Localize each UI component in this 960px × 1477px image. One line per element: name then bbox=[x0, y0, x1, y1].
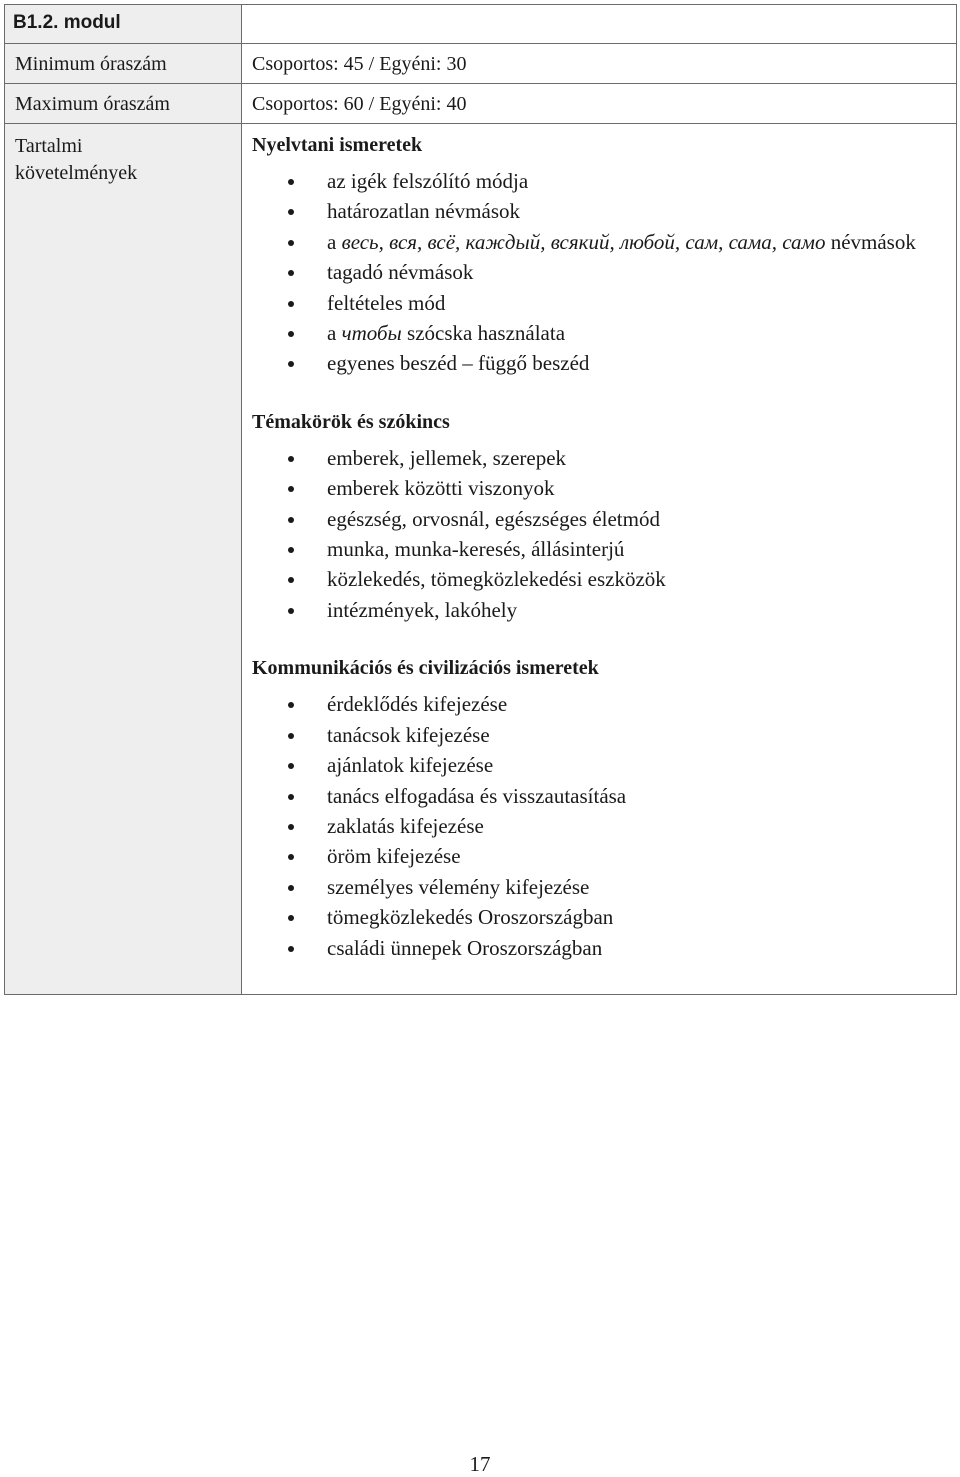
section-gap bbox=[252, 379, 944, 409]
list-item bbox=[252, 872, 944, 902]
list-item bbox=[252, 720, 944, 750]
list-item bbox=[252, 750, 944, 780]
list-item bbox=[252, 473, 944, 503]
bullet-icon bbox=[288, 577, 294, 583]
list-item bbox=[252, 288, 944, 318]
min-hours-label-cell bbox=[5, 44, 242, 84]
section-heading: Kommunikációs és civilizációs ismeretek bbox=[252, 657, 599, 680]
bullet-icon bbox=[288, 794, 294, 800]
bullet-icon bbox=[288, 885, 294, 891]
item-text: feltételes mód bbox=[327, 290, 446, 315]
module-title: B1.2. modul bbox=[13, 12, 121, 33]
item-text: tanács elfogadása és visszautasítása bbox=[327, 783, 627, 808]
item-text: családi ünnepek Oroszországban bbox=[327, 935, 603, 960]
bullet-icon bbox=[288, 240, 294, 246]
content-cell bbox=[242, 124, 957, 995]
content-requirements-label: Tartalmi követelmények bbox=[15, 135, 138, 184]
item-text: névmások bbox=[825, 229, 916, 254]
section-heading: Témakörök és szókincs bbox=[252, 410, 450, 433]
bullet-icon bbox=[288, 331, 294, 337]
bullet-icon bbox=[288, 179, 294, 185]
list-item bbox=[252, 166, 944, 196]
content-label-cell bbox=[5, 124, 242, 995]
list-item bbox=[252, 933, 944, 963]
bullet-icon bbox=[288, 915, 294, 921]
bullet-list bbox=[252, 443, 944, 625]
bullet-icon bbox=[288, 702, 294, 708]
item-text: a bbox=[327, 321, 342, 346]
bullet-list bbox=[252, 166, 944, 379]
max-hours-value-cell bbox=[242, 84, 957, 124]
item-text-italic: весь, вся, всё, каждый, всякий, любой, сам, сама, само bbox=[341, 229, 826, 254]
content-requirements bbox=[242, 124, 956, 994]
section-gap bbox=[252, 625, 944, 655]
list-item bbox=[252, 504, 944, 534]
item-text: személyes vélemény kifejezése bbox=[327, 874, 590, 899]
bullet-icon bbox=[288, 301, 294, 307]
item-text: szócska használata bbox=[401, 321, 566, 346]
item-text: zaklatás kifejezése bbox=[327, 813, 484, 838]
bullet-icon bbox=[288, 854, 294, 860]
max-hours-value: Csoportos: 60 / Egyéni: 40 bbox=[252, 93, 467, 115]
item-text: ajánlatok kifejezése bbox=[327, 753, 494, 778]
bullet-icon bbox=[288, 486, 294, 492]
list-item bbox=[252, 257, 944, 287]
list-item bbox=[252, 781, 944, 811]
bullet-icon bbox=[288, 209, 294, 215]
bullet-icon bbox=[288, 733, 294, 739]
bullet-icon bbox=[288, 763, 294, 769]
item-text: az igék felszólító módja bbox=[327, 169, 529, 193]
module-table bbox=[4, 4, 957, 995]
list-item bbox=[252, 348, 944, 378]
list-item bbox=[252, 811, 944, 841]
item-text: tömegközlekedés Oroszországban bbox=[327, 905, 614, 930]
section-heading: Nyelvtani ismeretek bbox=[252, 134, 423, 156]
list-item bbox=[252, 902, 944, 932]
item-text: határozatlan névmások bbox=[327, 199, 520, 224]
min-hours-value-cell bbox=[242, 44, 957, 84]
item-text: tagadó névmások bbox=[327, 260, 474, 285]
bullet-icon bbox=[288, 517, 294, 523]
item-text: egészség, orvosnál, egészséges életmód bbox=[327, 506, 660, 531]
item-text: egyenes beszéd – függő beszéd bbox=[327, 351, 590, 376]
list-item bbox=[252, 318, 944, 348]
list-item bbox=[252, 689, 944, 719]
item-text: munka, munka-keresés, állásinterjú bbox=[327, 537, 625, 562]
list-item bbox=[252, 841, 944, 871]
item-text: közlekedés, tömegközlekedési eszközök bbox=[327, 567, 666, 592]
list-item bbox=[252, 196, 944, 226]
list-item bbox=[252, 443, 944, 473]
bullet-icon bbox=[288, 456, 294, 462]
bullet-list bbox=[252, 689, 944, 963]
item-text: a bbox=[327, 229, 342, 254]
bullet-icon bbox=[288, 547, 294, 553]
list-item bbox=[252, 564, 944, 594]
item-text-italic: чтобы bbox=[341, 321, 402, 346]
bullet-icon bbox=[288, 824, 294, 830]
max-hours-label-cell bbox=[5, 84, 242, 124]
page-number: 17 bbox=[469, 1452, 491, 1476]
module-title-cell bbox=[5, 5, 242, 44]
item-text: tanácsok kifejezése bbox=[327, 722, 490, 747]
item-text: intézmények, lakóhely bbox=[327, 597, 518, 622]
bullet-icon bbox=[288, 270, 294, 276]
item-text: emberek közötti viszonyok bbox=[327, 476, 555, 501]
item-text: érdeklődés kifejezése bbox=[327, 692, 508, 717]
list-item bbox=[252, 534, 944, 564]
bullet-icon bbox=[288, 946, 294, 952]
max-hours-label: Maximum óraszám bbox=[15, 93, 170, 115]
module-title-empty-cell bbox=[242, 5, 957, 44]
bullet-icon bbox=[288, 608, 294, 614]
min-hours-label: Minimum óraszám bbox=[15, 53, 167, 75]
list-item bbox=[252, 227, 944, 257]
list-item bbox=[252, 595, 944, 625]
min-hours-value: Csoportos: 45 / Egyéni: 30 bbox=[252, 53, 467, 75]
item-text: emberek, jellemek, szerepek bbox=[327, 445, 567, 470]
bullet-icon bbox=[288, 361, 294, 367]
item-text: öröm kifejezése bbox=[327, 844, 461, 869]
